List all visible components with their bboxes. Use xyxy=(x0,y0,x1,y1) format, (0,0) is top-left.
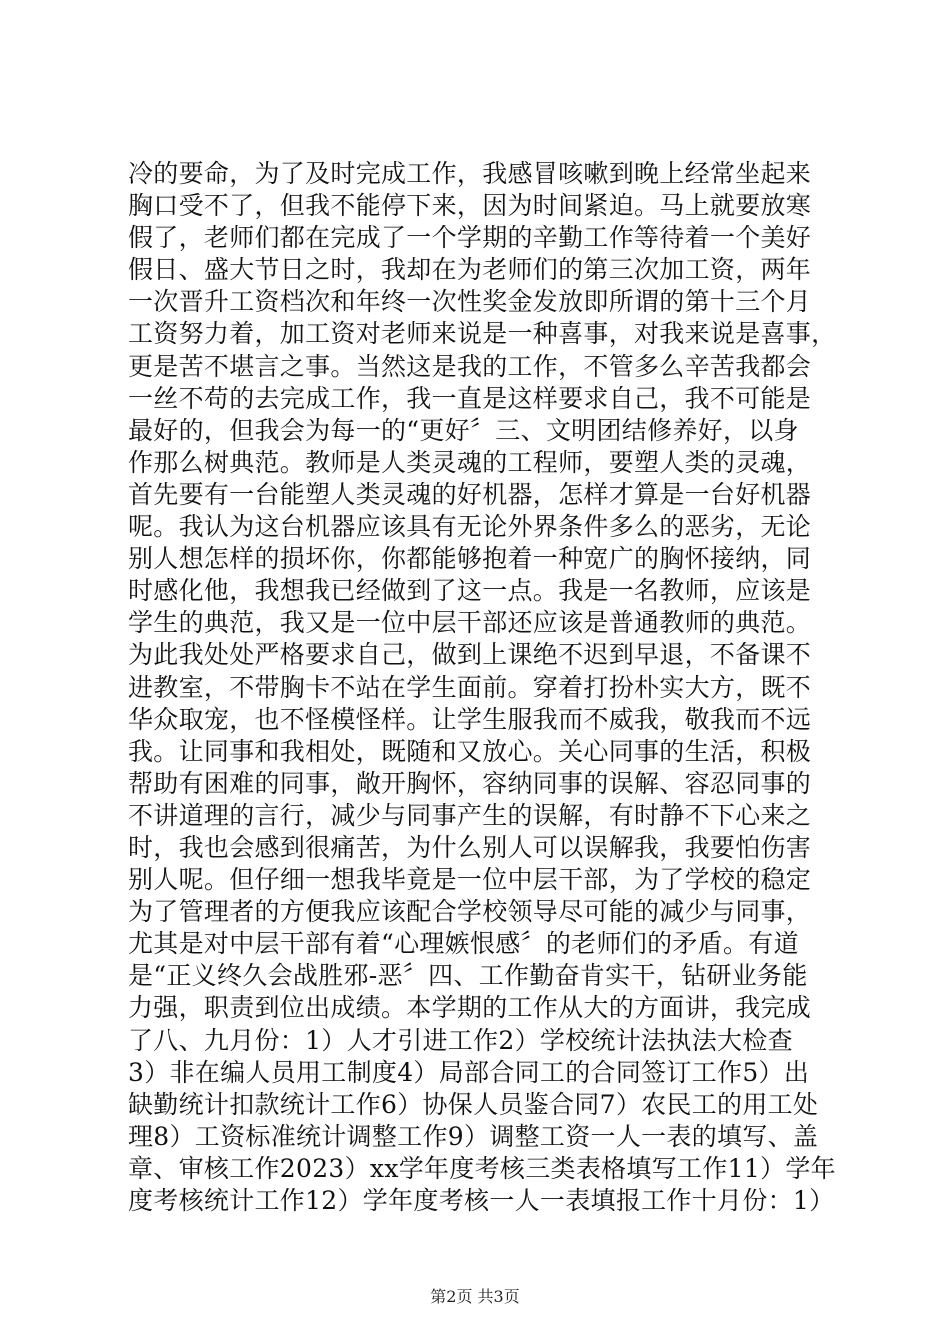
text-line: 作那么树典范。教师是人类灵魂的工程师，要塑人类的灵魂， xyxy=(128,447,812,477)
page-number-footer: 第2页 共3页 xyxy=(430,1287,520,1306)
text-line: 学生的典范，我又是一位中层干部还应该是普通教师的典范。 xyxy=(128,608,812,638)
text-line: 时感化他，我想我已经做到了这一点。我是一名教师，应该是 xyxy=(128,576,812,606)
text-line: 胸口受不了，但我不能停下来，因为时间紧迫。马上就要放寒 xyxy=(128,191,812,221)
text-line: 帮助有困难的同事，敞开胸怀，容纳同事的误解、容忍同事的 xyxy=(128,768,812,798)
text-line: 了八、九月份：1）人才引进工作2）学校统计法执法大检查 xyxy=(128,1025,793,1055)
text-line: 章、审核工作2023）xx学年度考核三类表格填写工作11）学年 xyxy=(128,1153,836,1183)
text-line: 呢。我认为这台机器应该具有无论外界条件多么的恶劣，无论 xyxy=(128,512,812,542)
text-line: 更是苦不堪言之事。当然这是我的工作，不管多么辛苦我都会 xyxy=(128,351,812,381)
text-line: 时，我也会感到很痛苦，为什么别人可以误解我，我要怕伤害 xyxy=(128,832,812,862)
text-line: 华众取宠，也不怪模怪样。让学生服我而不威我，敬我而不远 xyxy=(128,704,812,734)
text-line: 3）非在编人员用工制度4）局部合同工的合同签订工作5）出 xyxy=(128,1057,810,1087)
text-line: 缺勤统计扣款统计工作6）协保人员鉴合同7）农民工的用工处 xyxy=(128,1089,819,1119)
text-line: 一次晋升工资档次和年终一次性奖金发放即所谓的第十三个月 xyxy=(128,287,812,317)
text-line: 理8）工资标准统计调整工作9）调整工资一人一表的填写、盖 xyxy=(128,1121,819,1151)
text-line: 我。让同事和我相处，既随和又放心。关心同事的生活，积极 xyxy=(128,736,812,766)
text-line: 力强，职责到位出成绩。本学期的工作从大的方面讲，我完成 xyxy=(128,993,812,1023)
text-line: 别人想怎样的损坏你，你都能够抱着一种宽广的胸怀接纳，同 xyxy=(128,544,812,574)
text-line: 尤其是对中层干部有着“心理嫉恨感〞的老师们的矛盾。有道 xyxy=(128,929,799,959)
text-line: 为了管理者的方便我应该配合学校领导尽可能的减少与同事， xyxy=(128,897,812,927)
text-line: 最好的，但我会为每一的“更好〞三、文明团结修养好，以身 xyxy=(128,415,799,445)
body-text xyxy=(128,158,848,1217)
text-line: 是“正义终久会战胜邪-恶〞四、工作勤奋肯实干，钻研业务能 xyxy=(128,961,808,991)
text-line: 假了，老师们都在完成了一个学期的辛勤工作等待着一个美好 xyxy=(128,223,812,253)
text-line: 不讲道理的言行，减少与同事产生的误解，有时静不下心来之 xyxy=(128,800,812,830)
text-line: 进教室，不带胸卡不站在学生面前。穿着打扮朴实大方，既不 xyxy=(128,672,812,702)
text-line: 一丝不苟的去完成工作，我一直是这样要求自己，我不可能是 xyxy=(128,383,812,413)
text-line: 别人呢。但仔细一想我毕竟是一位中层干部，为了学校的稳定 xyxy=(128,865,812,895)
text-line: 度考核统计工作12）学年度考核一人一表填报工作十月份：1） xyxy=(128,1186,835,1215)
text-line: 假日、盛大节日之时，我却在为老师们的第三次加工资，两年 xyxy=(128,255,812,285)
text-line: 冷的要命，为了及时完成工作，我感冒咳嗽到晚上经常坐起来 xyxy=(128,159,812,188)
text-line: 首先要有一台能塑人类灵魂的好机器，怎样才算是一台好机器 xyxy=(128,479,812,509)
text-line: 为此我处处严格要求自己，做到上课绝不迟到早退，不备课不 xyxy=(128,640,812,670)
text-line: 工资努力着，加工资对老师来说是一种喜事，对我来说是喜事， xyxy=(128,319,837,349)
